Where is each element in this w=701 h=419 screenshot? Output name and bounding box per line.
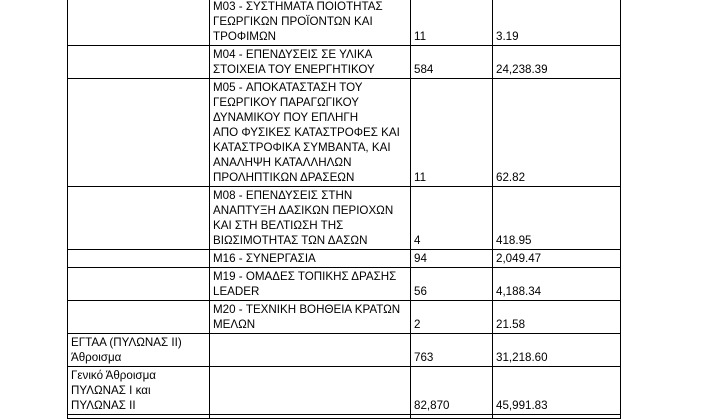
group-cell: [68, 187, 210, 250]
measure-cell: [210, 334, 411, 367]
table-row: [68, 367, 621, 415]
group-cell: ΕΓΤΑΑ (ΠΥΛΩΝΑΣ ΙΙ) Άθροισμα: [68, 334, 210, 367]
spacer-cell: [68, 415, 210, 419]
group-cell: [68, 0, 210, 46]
measure-cell: M20 - ΤΕΧΝΙΚΗ ΒΟΗΘΕΙΑ ΚΡΑΤΩΝ ΜΕΛΩΝ: [210, 301, 411, 334]
spacer-cell: [493, 415, 621, 419]
table-row: [68, 334, 621, 367]
amount-cell: 21.58: [493, 301, 621, 334]
group-cell: [68, 79, 210, 187]
spacer-cell: [411, 415, 493, 419]
measure-cell: M16 - ΣΥΝΕΡΓΑΣΙΑ: [210, 250, 411, 268]
amount-cell: 4,188.34: [493, 268, 621, 301]
group-cell: [68, 301, 210, 334]
count-cell: 94: [411, 250, 493, 268]
count-cell: 11: [411, 0, 493, 46]
table-row: [68, 79, 621, 187]
count-cell: 56: [411, 268, 493, 301]
table-row: [68, 250, 621, 268]
measure-cell: M08 - ΕΠΕΝΔΥΣΕΙΣ ΣΤΗΝ ΑΝΑΠΤΥΞΗ ΔΑΣΙΚΩΝ ΠΕΡΙΟΧΩΝ ΚΑΙ ΣΤΗ ΒΕΛΤΙΩΣΗ ΤΗΣ ΒΙΩΣΙΜΟΤΗΤΑΣ ΤΩΝ ΔΑΣΩΝ: [210, 187, 411, 250]
count-cell: 11: [411, 79, 493, 187]
table-row: [68, 46, 621, 79]
table-row: [68, 187, 621, 250]
table-row: [68, 0, 621, 46]
amount-cell: 418.95: [493, 187, 621, 250]
count-cell: 82,870: [411, 367, 493, 415]
group-cell: Γενικό Άθροισμα ΠΥΛΩΝΑΣ Ι και ΠΥΛΩΝΑΣ ΙΙ: [68, 367, 210, 415]
group-cell: [68, 46, 210, 79]
amount-cell: 62.82: [493, 79, 621, 187]
group-cell: [68, 250, 210, 268]
count-cell: 763: [411, 334, 493, 367]
count-cell: 4: [411, 187, 493, 250]
table-spacer-row: [68, 415, 621, 419]
table-row: [68, 268, 621, 301]
count-cell: 2: [411, 301, 493, 334]
table-row: [68, 301, 621, 334]
amount-cell: 45,991.83: [493, 367, 621, 415]
measure-cell: M04 - ΕΠΕΝΔΥΣΕΙΣ ΣΕ ΥΛΙΚΑ ΣΤΟΙΧΕΙΑ ΤΟΥ ΕΝΕΡΓΗΤΙΚΟΥ: [210, 46, 411, 79]
amount-cell: 24,238.39: [493, 46, 621, 79]
amount-cell: 3.19: [493, 0, 621, 46]
count-cell: 584: [411, 46, 493, 79]
amount-cell: 31,218.60: [493, 334, 621, 367]
group-cell: [68, 268, 210, 301]
measure-cell: M03 - ΣΥΣΤΗΜΑΤΑ ΠΟΙΟΤΗΤΑΣ ΓΕΩΡΓΙΚΩΝ ΠΡΟΪΟΝΤΩΝ ΚΑΙ ΤΡΟΦΙΜΩΝ: [210, 0, 411, 46]
amount-cell: 2,049.47: [493, 250, 621, 268]
measure-cell: [210, 367, 411, 415]
measure-cell: M05 - ΑΠΟΚΑΤΑΣΤΑΣΗ ΤΟΥ ΓΕΩΡΓΙΚΟΥ ΠΑΡΑΓΩΓΙΚΟΥ ΔΥΝΑΜΙΚΟΥ ΠΟΥ ΕΠΛΗΓΗ ΑΠΟ ΦΥΣΙΚΕΣ ΚΑΤΑΣΤΡΟΦΕΣ ΚΑΙ ΚΑΤΑΣΤΡΟΦΙΚΑ ΣΥΜΒΑΝΤΑ, ΚΑΙ ΑΝΑΛΗΨΗ ΚΑΤΑΛΛΗΛΩΝ ΠΡΟΛΗΠΤΙΚΩΝ ΔΡΑΣΕΩΝ: [210, 79, 411, 187]
spacer-cell: [210, 415, 411, 419]
measure-cell: M19 - ΟΜΑΔΕΣ ΤΟΠΙΚΗΣ ΔΡΑΣΗΣ LEADER: [210, 268, 411, 301]
expenditure-table: [67, 0, 621, 419]
